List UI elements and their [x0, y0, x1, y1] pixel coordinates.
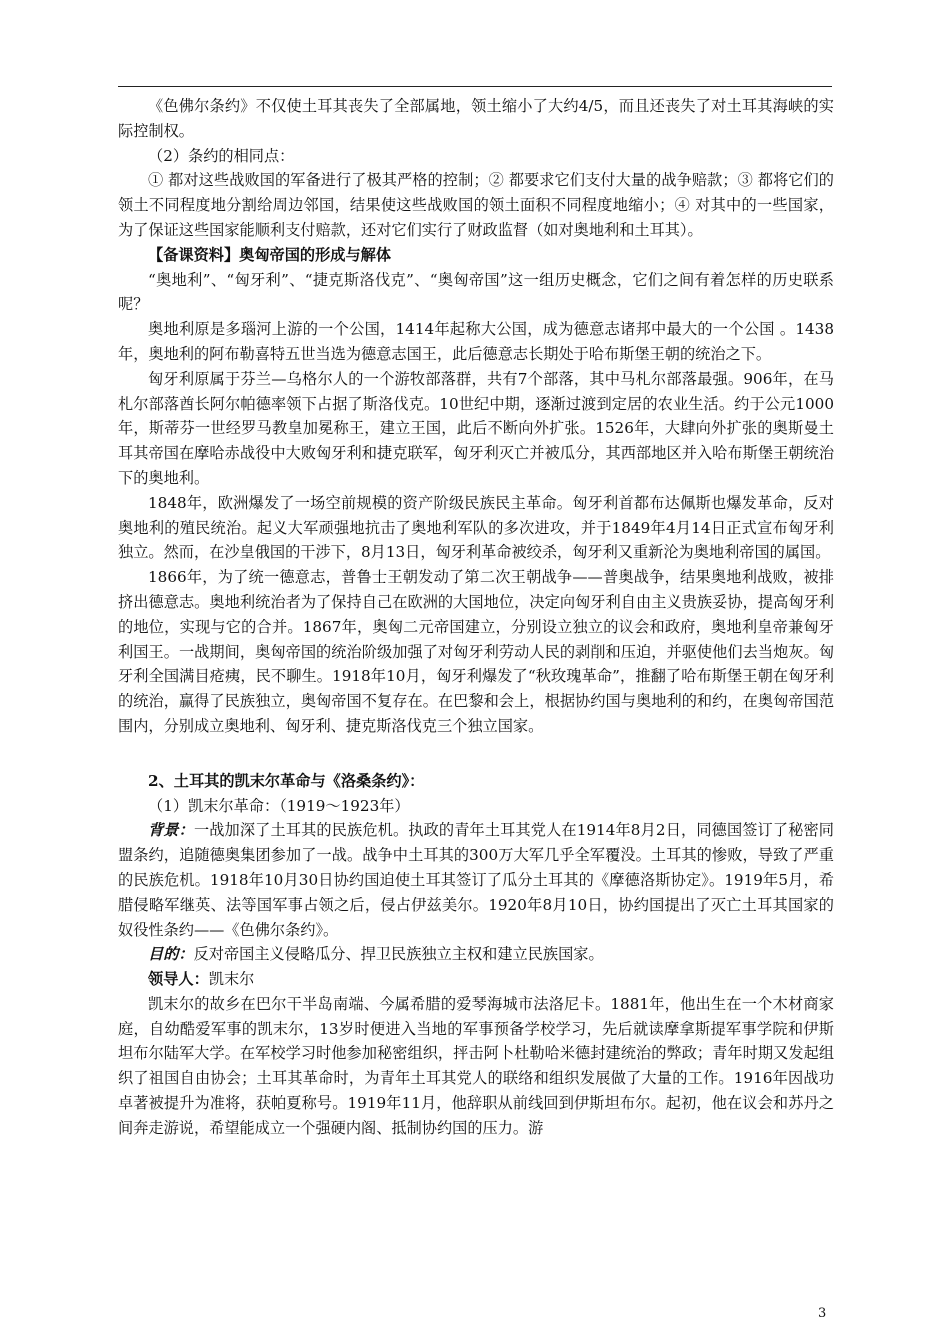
goal-text: 反对帝国主义侵略瓜分、捍卫民族独立主权和建立民族国家。 — [193, 945, 604, 964]
header-rule — [118, 86, 832, 87]
goal-label: 目的： — [148, 945, 194, 964]
leader-text: 凯末尔 — [208, 970, 255, 989]
section-spacer — [118, 739, 834, 769]
resource-paragraph-1866: 1866年，为了统一德意志，普鲁士王朝发动了第二次王朝战争——普奥战争，结果奥地利战败，被排挤出德意志。奥地利统治者为了保持自己在欧洲的大国地位，决定向匈牙利自由主义贵族妥协，提高匈牙利的地位，实现与它的合并。1867年，奥匈二元帝国建立，分别设立独立的议会和政府，奥地利皇帝兼匈牙利国王。一战期间，奥匈帝国的统治阶级加强了对匈牙利劳动人民的剥削和压迫，并驱使他们去当炮灰。匈牙利全国满目疮痍，民不聊生。1918年10月，匈牙利爆发了“秋玫瑰革命”，推翻了哈布斯堡王朝在匈牙利的统治，赢得了民族独立，奥匈帝国不复存在。在巴黎和会上，根据协约国与奥地利的和约，在奥匈帝国范围内，分别成立奥地利、匈牙利、捷克斯洛伐克三个独立国家。 — [118, 568, 834, 735]
paragraph-sevres-treaty: 《色佛尔条约》不仅使土耳其丧失了全部属地，领土缩小了大约4/5，而且还丧失了对土耳其海峡的实际控制权。 — [118, 97, 834, 140]
background-label: 背景： — [148, 821, 194, 840]
leader-label: 领导人： — [148, 970, 209, 989]
background-text: 一战加深了土耳其的民族危机。执政的青年土耳其党人在1914年8月2日，同德国签订了秘密同盟条约，追随德奥集团参加了一战。战争中土耳其的300万大军几乎全军覆没。土耳其的惨败，导致了严重的民族危机。1918年10月30日协约国迫使土耳其签订了瓜分土耳其的《摩德洛斯协定》。1919年5月，希腊侵略军继英、法等国军事占领之后，侵占伊兹美尔。1920年8月10日，协约国提出了灭亡土耳其国家的奴役性条约——《色佛尔条约》。 — [118, 821, 834, 939]
paragraph-common-points-heading: （2）条约的相同点： — [148, 146, 295, 165]
resource-paragraph-intro: “奥地利”、“匈牙利”、“捷克斯洛伐克”、“奥匈帝国”这一组历史概念，它们之间有着怎样的历史联系呢？ — [118, 270, 834, 314]
resource-title: 【备课资料】奥匈帝国的形成与解体 — [148, 245, 391, 264]
document-body — [118, 94, 834, 1141]
resource-paragraph-1848: 1848年，欧洲爆发了一场空前规模的资产阶级民族民主革命。匈牙利首都布达佩斯也爆发革命，反对奥地利的殖民统治。起义大军顽强地抗击了奥地利军队的多次进攻，并于1849年4月14日正式宣布匈牙利独立。然而，在沙皇俄国的干涉下，8月13日，匈牙利革命被绞杀，匈牙利又重新沦为奥地利帝国的属国。 — [118, 493, 834, 562]
section-two-title: 2、土耳其的凯末尔革命与《洛桑条约》： — [148, 771, 425, 790]
resource-paragraph-hungary: 匈牙利原属于芬兰—乌格尔人的一个游牧部落群，共有7个部落，其中马札尔部落最强。906年，在马札尔部落酋长阿尔帕德率领下占据了斯洛伐克。10世纪中期，逐渐过渡到定居的农业生活。约于公元1000年，斯蒂芬一世经罗马教皇加冕称王，建立王国，此后不断向外扩张。1526年，大肆向外扩张的奥斯曼土耳其帝国在摩哈赤战役中大败匈牙利和捷克联军，匈牙利灭亡并被瓜分，其西部地区并入哈布斯堡王朝统治下的奥地利。 — [118, 369, 834, 487]
kemal-biography: 凯末尔的故乡在巴尔干半岛南端、今属希腊的爱琴海城市法洛尼卡。1881年，他出生在一个木材商家庭，自幼酷爱军事的凯末尔，13岁时便进入当地的军事预备学校学习，先后就读摩拿斯提军事学院和伊斯坦布尔陆军大学。在军校学习时他参加秘密组织，抨击阿卜杜勒哈米德封建统治的弊政；青年时期又发起组织了祖国自由协会；土耳其革命时，为青年土耳其党人的联络和组织发展做了大量的工作。1916年因战功卓著被提升为准将，获帕夏称号。1919年11月，他辞职从前线回到伊斯坦布尔。起初，他在议会和苏丹之间奔走游说，希望能成立一个强硬内阁、抵制协约国的压力。游 — [118, 994, 834, 1137]
section-two-subtitle: （1）凯末尔革命：（1919～1923年） — [148, 796, 410, 815]
goal-paragraph — [118, 942, 834, 967]
resource-paragraph-austria: 奥地利原是多瑙河上游的一个公国，1414年起称大公国，成为德意志诸邦中最大的一个公国 。1438年，奥地利的阿布勒喜特五世当选为德意志国王，此后德意志长期处于哈布斯堡王朝的统治之下。 — [118, 320, 834, 363]
page-number: 3 — [818, 1306, 827, 1321]
background-paragraph — [118, 818, 834, 942]
leader-paragraph — [118, 967, 834, 992]
paragraph-common-points: ① 都对这些战败国的军备进行了极其严格的控制；② 都要求它们支付大量的战争赔款；③ 都将它们的领土不同程度地分割给周边邻国，结果使这些战败国的领土面积不同程度地缩小；④ 对其中的一些国家，为了保证这些国家能顺利支付赔款，还对它们实行了财政监督（如对奥地利和土耳其）。 — [118, 171, 834, 239]
